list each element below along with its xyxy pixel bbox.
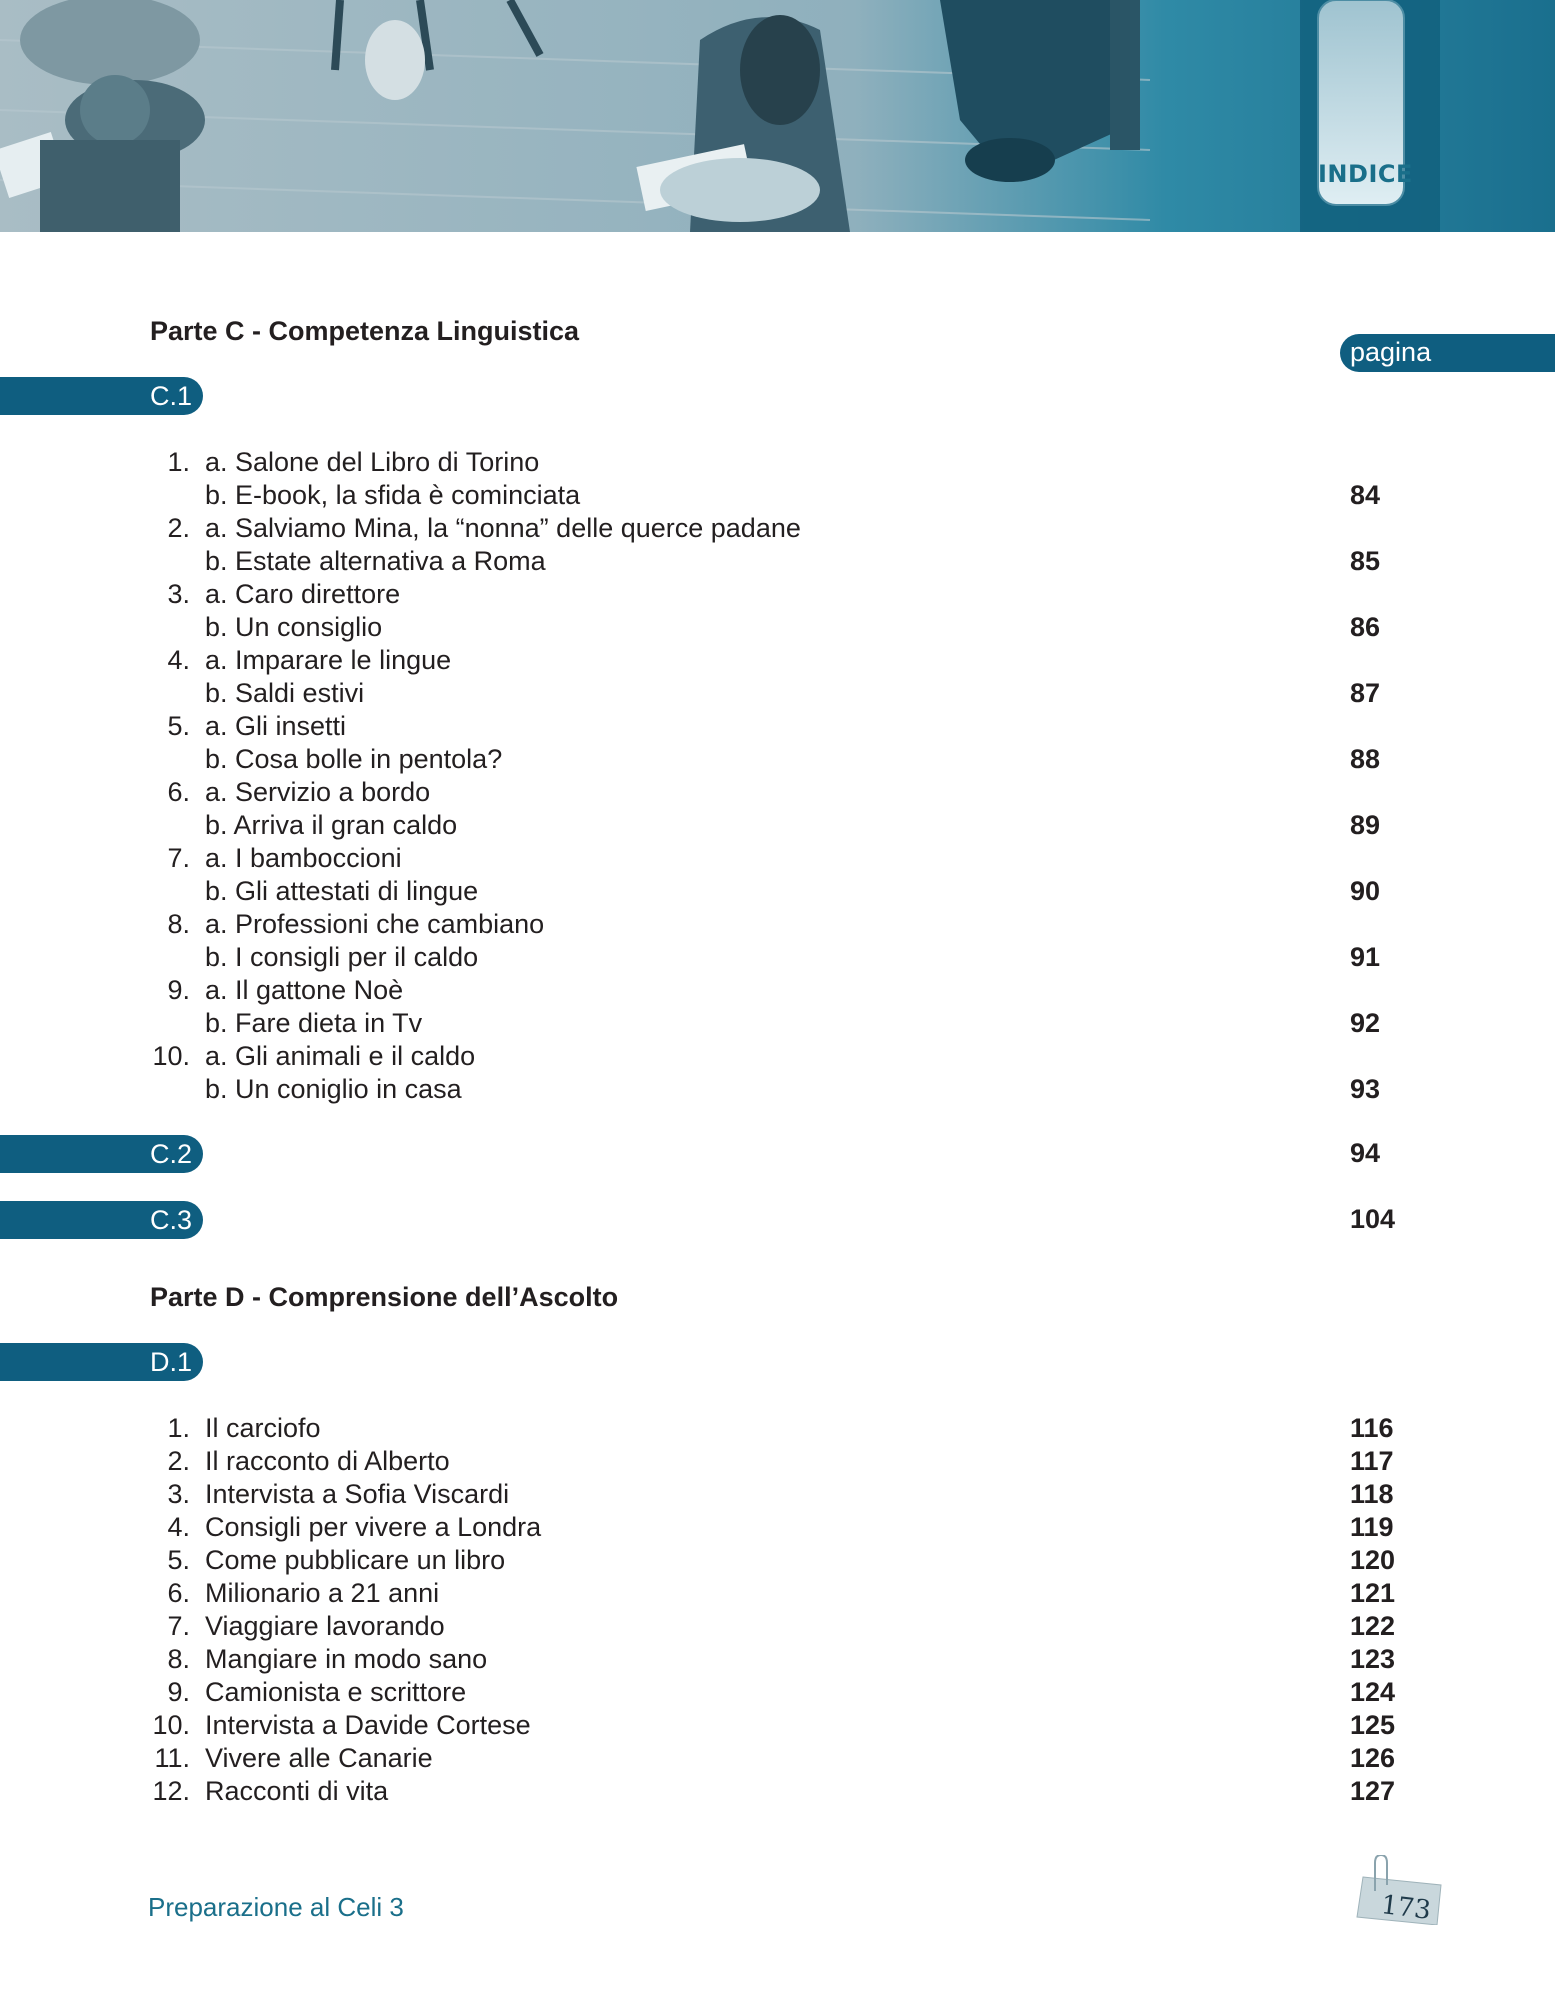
list-item [0, 875, 1555, 908]
header-photo-illustration [0, 0, 1555, 232]
item-page: 93 [1350, 1074, 1381, 1104]
item-page: 86 [1350, 612, 1381, 642]
item-page: 123 [1350, 1644, 1396, 1674]
list-item [0, 1742, 1555, 1775]
list-item [0, 1610, 1555, 1643]
item-number: 3. [167, 579, 190, 609]
item-title: Intervista a Davide Cortese [205, 1710, 531, 1740]
list-item [0, 1073, 1555, 1106]
header-banner [0, 0, 1555, 232]
list-item [0, 1007, 1555, 1040]
item-number: 5. [167, 1545, 190, 1575]
item-title: b. Gli attestati di lingue [205, 876, 479, 906]
item-title: Racconti di vita [205, 1776, 389, 1806]
list-item [0, 1478, 1555, 1511]
item-title: b. Un consiglio [205, 612, 383, 642]
item-number: 4. [167, 645, 190, 675]
item-title: Consigli per vivere a Londra [205, 1512, 542, 1542]
list-item [0, 908, 1555, 941]
item-number: 8. [167, 1644, 190, 1674]
item-number: 2. [167, 1446, 190, 1476]
list-item [0, 1643, 1555, 1676]
item-page: 117 [1350, 1446, 1394, 1476]
item-title: b. Un coniglio in casa [205, 1074, 462, 1104]
item-page: 92 [1350, 1008, 1381, 1038]
indice-tab-label: INDICE [1318, 160, 1413, 188]
list-item [0, 578, 1555, 611]
item-number: 9. [167, 975, 190, 1005]
part-d-heading: Parte D - Comprensione dell’Ascolto [150, 1282, 619, 1312]
item-title: b. Cosa bolle in pentola? [205, 744, 503, 774]
list-item [0, 1445, 1555, 1478]
item-page: 87 [1350, 678, 1381, 708]
item-title: a. Gli insetti [205, 711, 347, 741]
item-number: 1. [167, 447, 190, 477]
item-number: 11. [154, 1743, 190, 1773]
item-title: b. E-book, la sfida è cominciata [205, 480, 581, 510]
item-title: Camionista e scrittore [205, 1677, 467, 1707]
item-number: 1. [167, 1413, 190, 1443]
list-item [0, 941, 1555, 974]
item-number: 6. [167, 1578, 190, 1608]
item-number: 10. [152, 1710, 190, 1740]
item-number: 7. [167, 843, 190, 873]
item-number: 2. [167, 513, 190, 543]
item-number: 12. [152, 1776, 190, 1806]
part-c-heading: Parte C - Competenza Linguistica [150, 316, 580, 346]
item-title: Vivere alle Canarie [205, 1743, 433, 1773]
item-title: b. Saldi estivi [205, 678, 365, 708]
list-item [0, 743, 1555, 776]
item-title: a. Salviamo Mina, la “nonna” delle querce padane [205, 513, 801, 543]
list-item [0, 1544, 1555, 1577]
list-item [0, 545, 1555, 578]
c1-item-list [0, 446, 1555, 1106]
list-item [0, 1676, 1555, 1709]
list-item [0, 512, 1555, 545]
item-title: b. Arriva il gran caldo [205, 810, 458, 840]
item-title: b. Estate alternativa a Roma [205, 546, 546, 576]
section-pill-c1: C.1 [0, 377, 203, 415]
item-number: 10. [152, 1041, 190, 1071]
item-title: a. Salone del Libro di Torino [205, 447, 540, 477]
item-page: 126 [1350, 1743, 1396, 1773]
section-pill-d1: D.1 [0, 1343, 203, 1381]
item-page: 88 [1350, 744, 1381, 774]
item-title: Milionario a 21 anni [205, 1578, 440, 1608]
footer-book-title: Preparazione al Celi 3 [148, 1892, 404, 1922]
item-page: 118 [1350, 1479, 1394, 1509]
item-page: 127 [1350, 1776, 1396, 1806]
item-page: 89 [1350, 810, 1381, 840]
item-title: Intervista a Sofia Viscardi [205, 1479, 510, 1509]
item-title: Viaggiare lavorando [205, 1611, 445, 1641]
pagina-column-label: pagina [1340, 334, 1555, 372]
item-page: 121 [1350, 1578, 1396, 1608]
list-item [0, 1511, 1555, 1544]
item-title: b. I consigli per il caldo [205, 942, 479, 972]
page-number: 173 [1379, 1890, 1433, 1926]
item-title: b. Fare dieta in Tv [205, 1008, 423, 1038]
list-item [0, 479, 1555, 512]
list-item [0, 809, 1555, 842]
item-number: 5. [167, 711, 190, 741]
item-title: a. Servizio a bordo [205, 777, 431, 807]
item-title: Il carciofo [205, 1413, 321, 1443]
item-title: a. Caro direttore [205, 579, 401, 609]
item-number: 6. [167, 777, 190, 807]
item-title: Il racconto di Alberto [205, 1446, 450, 1476]
item-number: 8. [167, 909, 190, 939]
item-page: 124 [1350, 1677, 1396, 1707]
item-page: 119 [1350, 1512, 1394, 1542]
list-item [0, 1709, 1555, 1742]
list-item [0, 710, 1555, 743]
list-item [0, 1412, 1555, 1445]
list-item [0, 644, 1555, 677]
list-item [0, 1040, 1555, 1073]
item-page: 85 [1350, 546, 1381, 576]
section-page-c3: 104 [1350, 1204, 1396, 1234]
item-title: a. Gli animali e il caldo [205, 1041, 476, 1071]
list-item [0, 1577, 1555, 1610]
item-page: 91 [1350, 942, 1381, 972]
section-pill-c2: C.2 [0, 1135, 203, 1173]
item-title: Come pubblicare un libro [205, 1545, 506, 1575]
d1-item-list [0, 1412, 1555, 1808]
list-item [0, 974, 1555, 1007]
item-number: 4. [167, 1512, 190, 1542]
item-title: a. I bamboccioni [205, 843, 402, 873]
list-item [0, 776, 1555, 809]
item-number: 7. [167, 1611, 190, 1641]
item-page: 116 [1350, 1413, 1394, 1443]
list-item [0, 611, 1555, 644]
list-item [0, 446, 1555, 479]
item-number: 9. [167, 1677, 190, 1707]
item-page: 84 [1350, 480, 1381, 510]
item-title: a. Il gattone Noè [205, 975, 404, 1005]
item-page: 120 [1350, 1545, 1396, 1575]
list-item [0, 677, 1555, 710]
item-title: a. Professioni che cambiano [205, 909, 545, 939]
item-page: 125 [1350, 1710, 1396, 1740]
section-pill-c3: C.3 [0, 1201, 203, 1239]
list-item [0, 1775, 1555, 1808]
section-page-c2: 94 [1350, 1138, 1381, 1168]
list-item [0, 842, 1555, 875]
item-page: 122 [1350, 1611, 1396, 1641]
item-number: 3. [167, 1479, 190, 1509]
item-title: Mangiare in modo sano [205, 1644, 488, 1674]
item-page: 90 [1350, 876, 1381, 906]
item-title: a. Imparare le lingue [205, 645, 452, 675]
